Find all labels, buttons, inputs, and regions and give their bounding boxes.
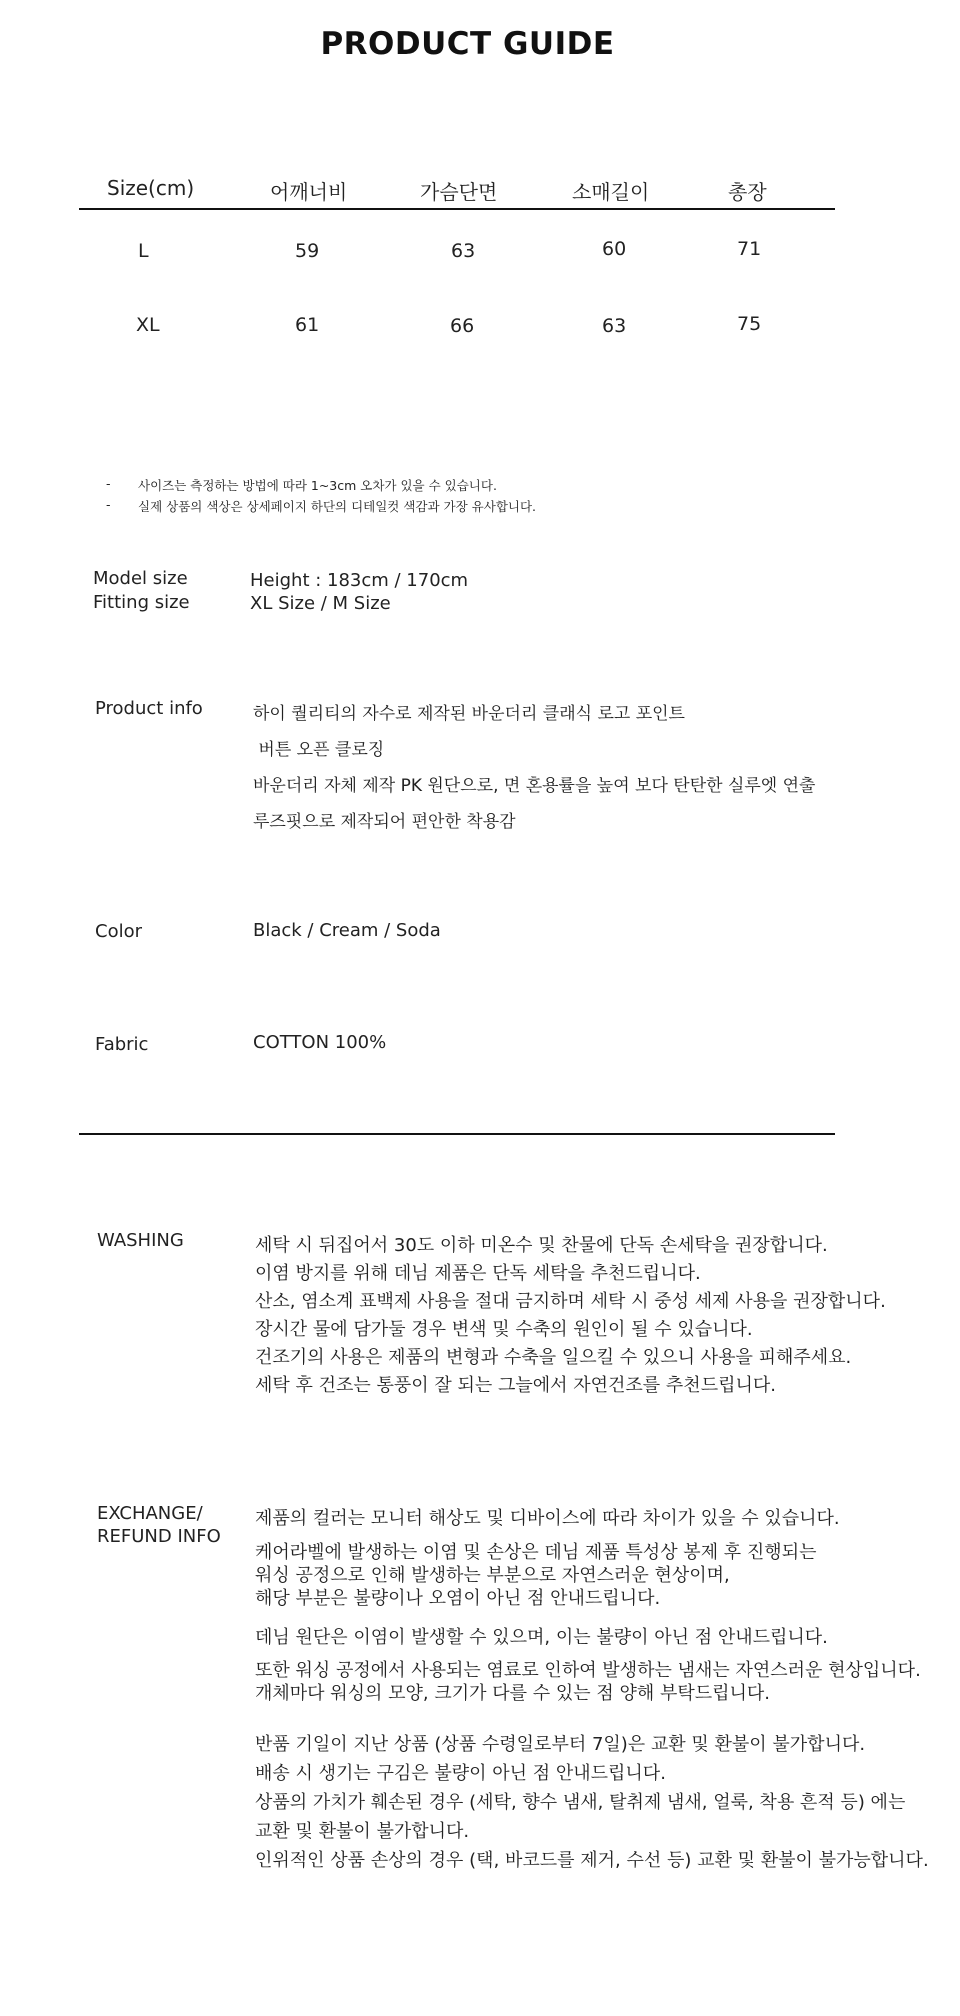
exchange-line: 워싱 공정으로 인해 발생하는 부분으로 자연스러운 현상이며,	[255, 1565, 730, 1586]
table-cell: 66	[450, 315, 475, 337]
table-cell: L	[138, 240, 149, 262]
exchange-label: EXCHANGE/	[97, 1503, 203, 1524]
washing-line: 장시간 물에 담가둘 경우 변색 및 수축의 원인이 될 수 있습니다.	[255, 1319, 753, 1340]
table-cell: 59	[295, 240, 320, 262]
product-info-label: Product info	[95, 698, 203, 719]
color-label: Color	[95, 921, 142, 942]
note-text: 실제 상품의 색상은 상세페이지 하단의 디테일컷 색감과 가장 유사합니다.	[138, 499, 537, 514]
washing-line: 산소, 염소계 표백제 사용을 절대 금지하며 세탁 시 중성 세제 사용을 권장합니다.	[255, 1291, 886, 1312]
size-table-header: 어깨너비	[270, 180, 348, 204]
washing-line: 이염 방지를 위해 데님 제품은 단독 세탁을 추천드립니다.	[255, 1263, 701, 1284]
washing-label: WASHING	[97, 1230, 184, 1251]
exchange-line: 데님 원단은 이염이 발생할 수 있으며, 이는 불량이 아닌 점 안내드립니다.	[255, 1627, 828, 1648]
exchange-line: 상품의 가치가 훼손된 경우 (세탁, 향수 냄새, 탈취제 냄새, 얼룩, 착용 흔적 등) 에는	[255, 1792, 906, 1813]
product-info-line: 버튼 오픈 클로징	[253, 740, 385, 760]
table-cell: 61	[295, 314, 320, 336]
exchange-line: 교환 및 환불이 불가합니다.	[255, 1821, 470, 1842]
exchange-line: 배송 시 생기는 구김은 불량이 아닌 점 안내드립니다.	[255, 1763, 666, 1784]
exchange-line: 해당 부분은 불량이나 오염이 아닌 점 안내드립니다.	[255, 1588, 661, 1609]
exchange-line: 인위적인 상품 손상의 경우 (택, 바코드를 제거, 수선 등) 교환 및 환불이 불가능합니다.	[255, 1850, 929, 1871]
table-cell: 71	[737, 238, 762, 260]
table-cell: 63	[602, 315, 627, 337]
exchange-line: 제품의 컬러는 모니터 해상도 및 디바이스에 따라 차이가 있을 수 있습니다.	[255, 1508, 840, 1529]
table-header-divider	[79, 208, 835, 210]
washing-line: 건조기의 사용은 제품의 변형과 수축을 일으킬 수 있으니 사용을 피해주세요.	[255, 1347, 852, 1368]
size-table-header: 총장	[728, 180, 767, 204]
fabric-label: Fabric	[95, 1034, 149, 1055]
fitting-size-label: Fitting size	[93, 592, 190, 613]
product-info-line: 루즈핏으로 제작되어 편안한 착용감	[253, 812, 516, 832]
model-size-value: Height : 183cm / 170cm	[250, 570, 469, 591]
note-bullet: -	[106, 476, 111, 491]
page-title: PRODUCT GUIDE	[320, 26, 615, 62]
product-info-line: 바운더리 자체 제작 PK 원단으로, 면 혼용률을 높여 보다 탄탄한 실루엣 연출	[253, 776, 816, 796]
washing-line: 세탁 시 뒤집어서 30도 이하 미온수 및 찬물에 단독 손세탁을 권장합니다.	[255, 1235, 828, 1256]
color-value: Black / Cream / Soda	[253, 920, 441, 941]
refund-info-label: REFUND INFO	[97, 1526, 221, 1547]
washing-line: 세탁 후 건조는 통풍이 잘 되는 그늘에서 자연건조를 추천드립니다.	[255, 1375, 776, 1396]
note-bullet: -	[106, 497, 111, 512]
model-size-label: Model size	[93, 568, 188, 589]
exchange-line: 반품 기일이 지난 상품 (상품 수령일로부터 7일)은 교환 및 환불이 불가합니다.	[255, 1734, 866, 1755]
size-table-header: Size(cm)	[107, 176, 195, 200]
table-cell: 60	[602, 238, 627, 260]
section-divider	[79, 1133, 835, 1135]
table-cell: XL	[136, 314, 160, 336]
fitting-size-value: XL Size / M Size	[250, 593, 391, 614]
table-cell: 75	[737, 313, 762, 335]
exchange-line: 개체마다 워싱의 모양, 크기가 다를 수 있는 점 양해 부탁드립니다.	[255, 1683, 771, 1704]
product-info-line: 하이 퀄리티의 자수로 제작된 바운더리 클래식 로고 포인트	[253, 704, 685, 724]
exchange-line: 케어라벨에 발생하는 이염 및 손상은 데님 제품 특성상 봉제 후 진행되는	[255, 1542, 817, 1563]
exchange-line: 또한 워싱 공정에서 사용되는 염료로 인하여 발생하는 냄새는 자연스러운 현상입니다.	[255, 1660, 921, 1681]
size-table-header: 가슴단면	[420, 180, 498, 204]
fabric-value: COTTON 100%	[253, 1032, 387, 1053]
size-table-header: 소매길이	[572, 180, 650, 204]
table-cell: 63	[451, 240, 476, 262]
note-text: 사이즈는 측정하는 방법에 따라 1~3cm 오차가 있을 수 있습니다.	[138, 478, 497, 493]
